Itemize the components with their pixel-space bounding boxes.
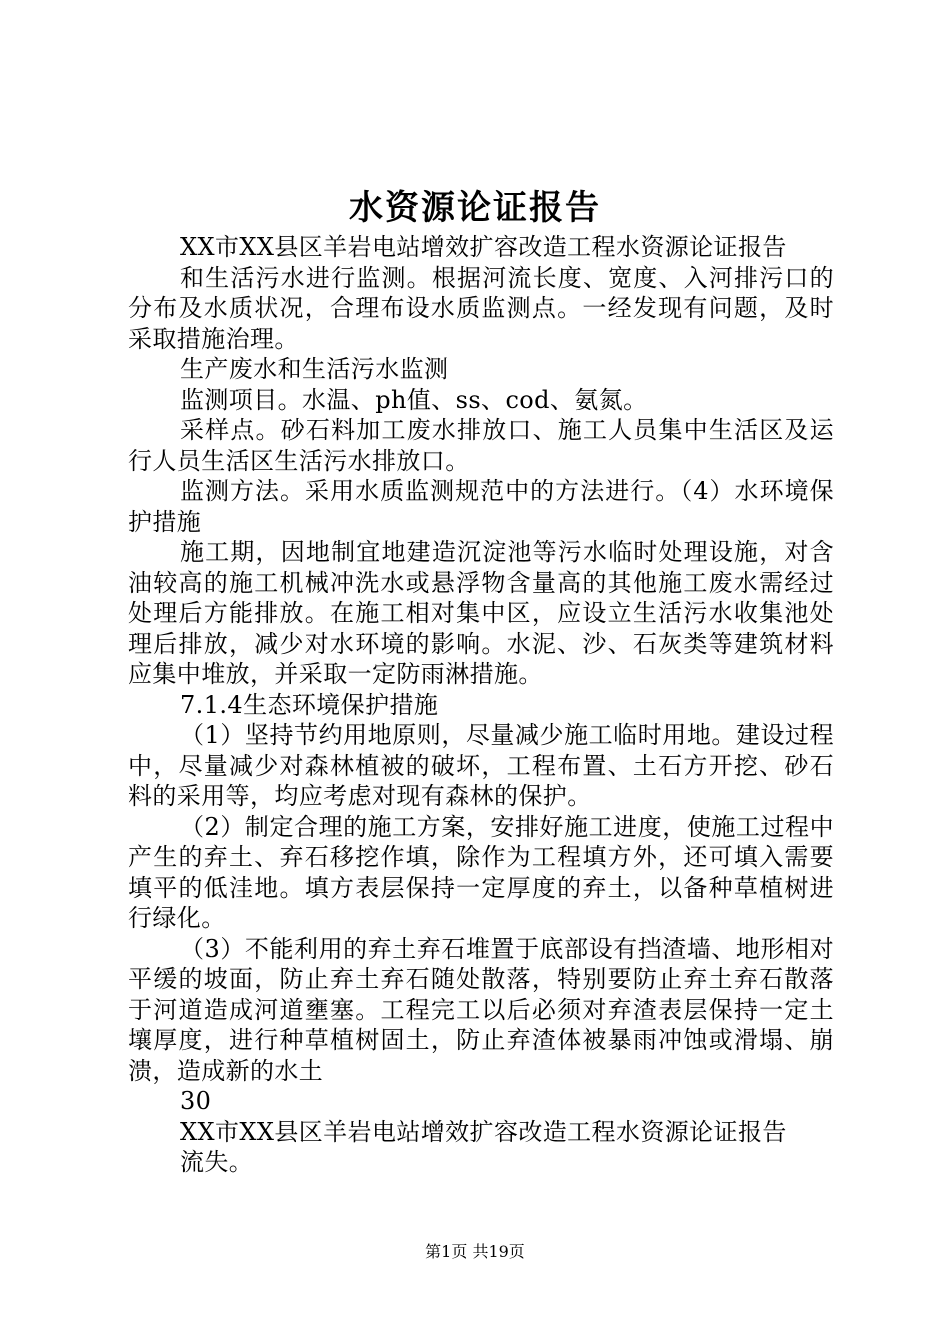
document-body [128,232,834,1178]
paragraph: 生产废水和生活污水监测 [180,355,449,383]
paragraph: 采样点。砂石料加工废水排放口、施工人员集中生活区及运行人员生活区生活污水排放口。 [128,416,834,475]
page-number-inline: 30 [180,1087,212,1115]
paragraph: 监测项目。水温、ph值、ss、cod、氨氮。 [180,385,648,414]
page-footer: 第1页 共19页 [425,1242,525,1261]
paragraph: （2）制定合理的施工方案，安排好施工进度，使施工过程中产生的弃土、弃石移挖作填，除作为工程填方外，还可填入需要填平的低洼地。填方表层保持一定厚度的弃土，以备种草植树进行绿化。 [128,812,834,932]
paragraph: （1）坚持节约用地原则，尽量减少施工临时用地。建设过程中，尽量减少对森林植被的破坏，工程布置、土石方开挖、砂石料的采用等，均应考虑对现有森林的保护。 [128,721,834,810]
paragraph: 流失。 [180,1148,254,1176]
paragraph: 施工期，因地制宜地建造沉淀池等污水临时处理设施，对含油较高的施工机械冲洗水或悬浮物含量高的其他施工废水需经过处理后方能排放。在施工相对集中区，应设立生活污水收集池处理后排放，减少对水环境的影响。水泥、沙、石灰类等建筑材料应集中堆放，并采取一定防雨淋措施。 [128,538,834,688]
paragraph: 和生活污水进行监测。根据河流长度、宽度、入河排污口的分布及水质状况，合理布设水质监测点。一经发现有问题，及时采取措施治理。 [128,263,834,353]
running-header: XX市XX县区羊岩电站增效扩容改造工程水资源论证报告 [180,1117,787,1146]
paragraph: XX市XX县区羊岩电站增效扩容改造工程水资源论证报告 [180,233,787,261]
document-title: 水资源论证报告 [349,188,601,228]
section-heading: 7.1.4生态环境保护措施 [180,690,439,719]
paragraph: 监测方法。采用水质监测规范中的方法进行。（4）水环境保护措施 [128,477,834,536]
paragraph: （3）不能利用的弃土弃石堆置于底部设有挡渣墙、地形相对平缓的坡面，防止弃土弃石随处散落，特别要防止弃土弃石散落于河道造成河道壅塞。工程完工以后必须对弃渣表层保持一定土壤厚度，进行种草植树固土，防止弃渣体被暴雨冲蚀或滑塌、崩溃，造成新的水土 [128,934,834,1085]
